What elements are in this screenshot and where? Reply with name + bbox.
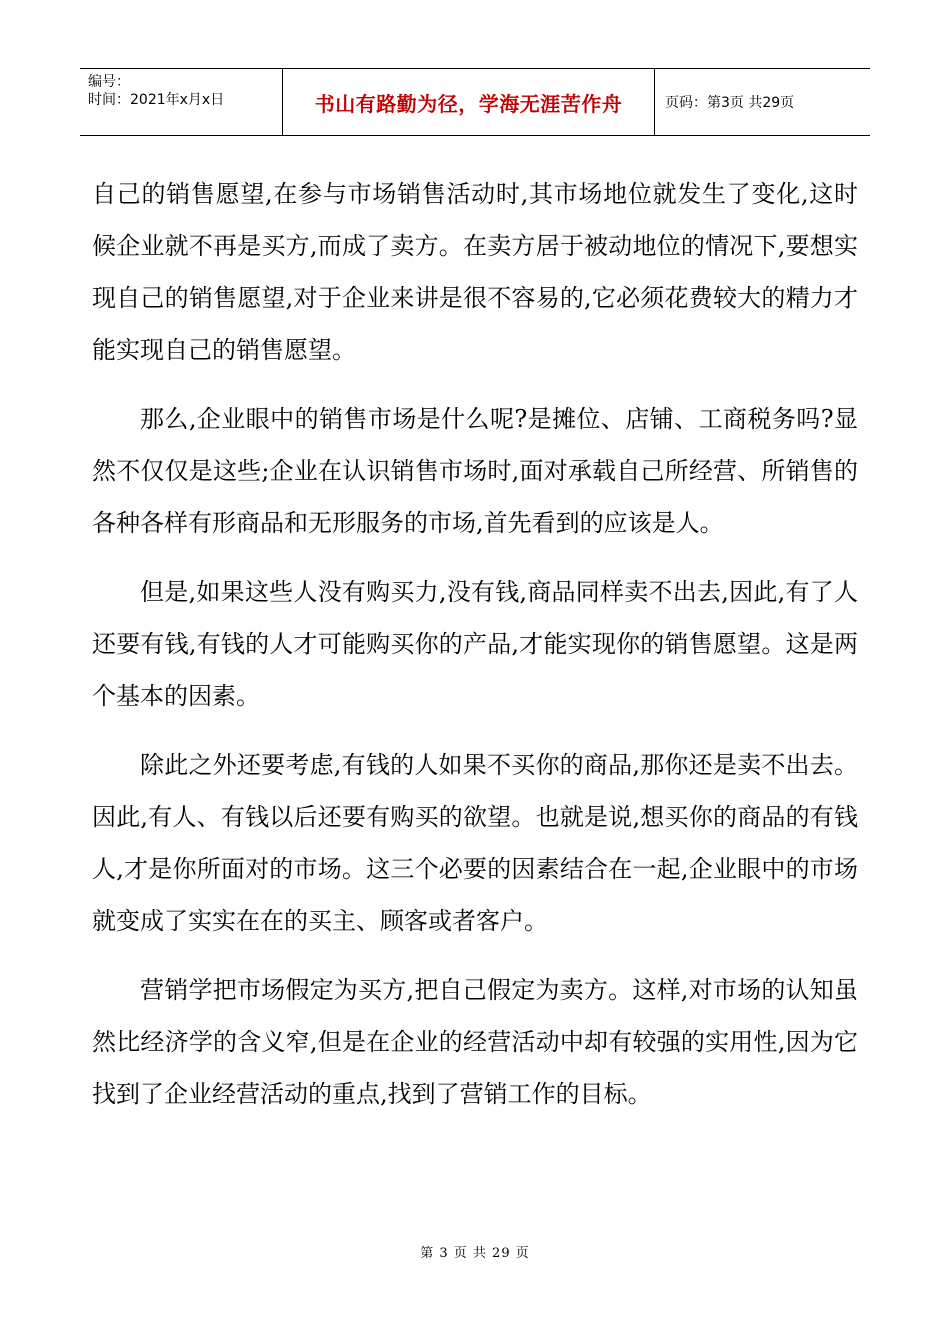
body-paragraph: 营销学把市场假定为买方,把自己假定为卖方。这样,对市场的认知虽然比经济学的含义窄,但是在企业的经营活动中却有较强的实用性,因为它找到了企业经营活动的重点,找到了营销工作的目标。 [92, 976, 858, 1108]
document-time-label: 时间：2021年x月x日 [88, 92, 225, 108]
document-body [92, 168, 858, 1137]
header-page-cell [655, 69, 870, 135]
footer-page-number: 第 3 页 共 29 页 [420, 1246, 530, 1261]
page-footer [0, 1242, 950, 1261]
body-paragraph: 自己的销售愿望,在参与市场销售活动时,其市场地位就发生了变化,这时候企业就不再是买方,而成了卖方。在卖方居于被动地位的情况下,要想实现自己的销售愿望,对于企业来讲是很不容易的,它必须花费较大的精力才能实现自己的销售愿望。 [92, 180, 858, 364]
header-meta-cell [80, 69, 283, 135]
body-paragraph: 那么,企业眼中的销售市场是什么呢?是摊位、店铺、工商税务吗?显然不仅仅是这些;企业在认识销售市场时,面对承载自己所经营、所销售的各种各样有形商品和无形服务的市场,首先看到的应该是人。 [92, 405, 858, 537]
body-paragraph: 除此之外还要考虑,有钱的人如果不买你的商品,那你还是卖不出去。因此,有人、有钱以后还要有购买的欲望。也就是说,想买你的商品的有钱人,才是你所面对的市场。这三个必要的因素结合在一起,企业眼中的市场就变成了实实在在的买主、顾客或者客户。 [92, 751, 858, 935]
header-table [80, 68, 870, 136]
body-paragraph: 但是,如果这些人没有购买力,没有钱,商品同样卖不出去,因此,有了人还要有钱,有钱的人才可能购买你的产品,才能实现你的销售愿望。这是两个基本的因素。 [92, 578, 858, 710]
header-page-info: 页码：第3页 共29页 [665, 95, 795, 111]
document-number-label: 编号： [88, 74, 130, 90]
header-motto: 书山有路勤为径，学海无涯苦作舟 [314, 91, 623, 116]
header-motto-cell [283, 69, 655, 135]
